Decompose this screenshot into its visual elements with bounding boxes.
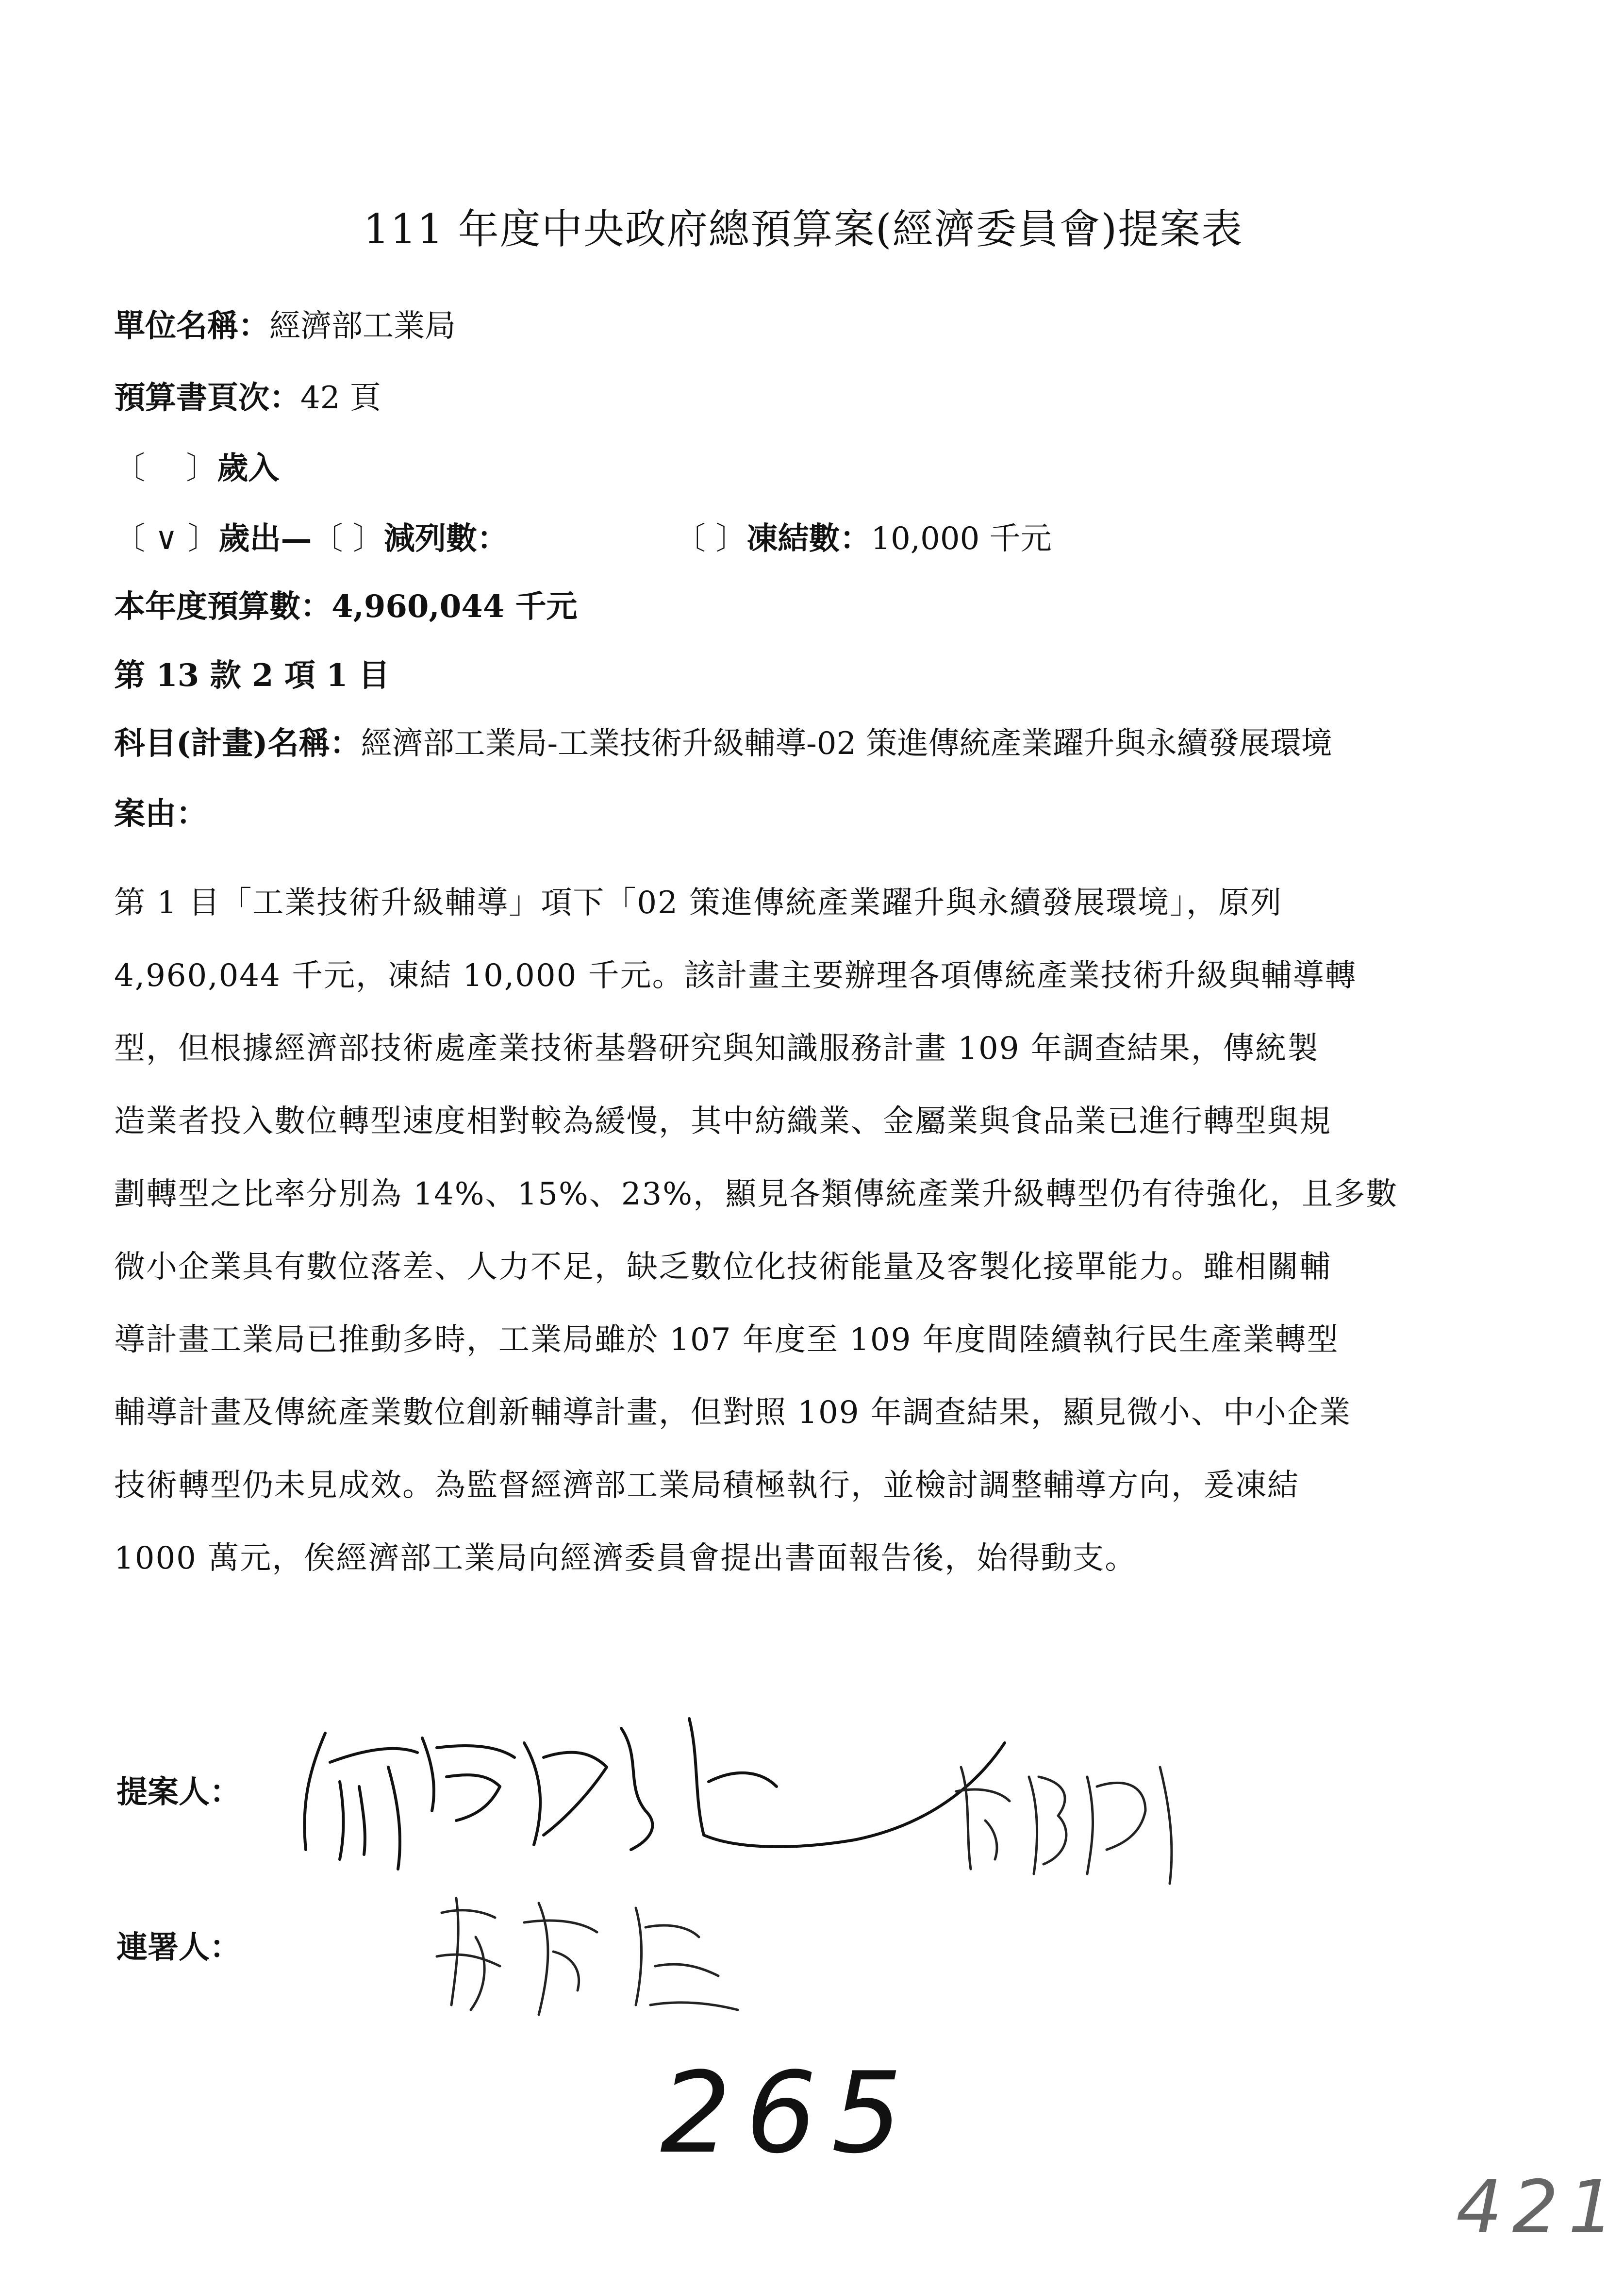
- unit-row: [114, 308, 456, 344]
- reason-line: 第 1 目「工業技術升級輔導」項下「02 策進傳統產業躍升與永續發展環境」，原列: [114, 885, 1283, 921]
- reason-label: 案由：: [114, 796, 207, 832]
- reason-line: 微小企業具有數位落差、人力不足，缺乏數位化技術能量及客製化接單能力。雖相關輔: [114, 1249, 1331, 1285]
- revenue-checkbox: 〔 〕: [114, 451, 217, 486]
- unit-value: 經濟部工業局: [269, 308, 456, 344]
- unit-label: 單位名稱：: [114, 308, 269, 344]
- subject-row: [114, 725, 1332, 762]
- freeze-value: 10,000 千元: [871, 521, 1052, 557]
- proposer-signature: [272, 1689, 1029, 1884]
- freeze-label: 凍結數：: [746, 520, 871, 557]
- reason-line: 導計畫工業局已推動多時，工業局雖於 107 年度至 109 年度間陸續執行民生產業轉型: [114, 1322, 1339, 1358]
- page-ref-label: 預算書頁次：: [114, 380, 300, 416]
- freeze-group: [675, 520, 1052, 557]
- item-row: 第 13 款 2 項 1 目: [114, 657, 390, 694]
- reason-line: 型，但根據經濟部技術處產業技術基磐研究與知識服務計畫 109 年調查結果，傳統製: [114, 1031, 1319, 1067]
- corner-page-number: 421: [1456, 2165, 1624, 2250]
- expenditure-row: [114, 520, 508, 557]
- budget-value: 4,960,044 千元: [331, 588, 578, 625]
- reason-line: 4,960,044 千元，凍結 10,000 千元。該計畫主要辦理各項傳統產業技術升級與輔導轉: [114, 958, 1357, 994]
- revenue-label: 歲入: [217, 450, 280, 486]
- page-title: 111 年度中央政府總預算案(經濟委員會)提案表: [363, 205, 1243, 253]
- reason-paragraph: [114, 867, 1536, 1595]
- reason-line: 技術轉型仍未見成效。為監督經濟部工業局積極執行，並檢討調整輔導方向，爰凍結: [114, 1468, 1299, 1504]
- reason-line: 1000 萬元，俟經濟部工業局向經濟委員會提出書面報告後，始得動支。: [114, 1540, 1137, 1576]
- cosigner-signature-2: [427, 1884, 747, 2029]
- reduce-label: 減列數：: [383, 520, 508, 557]
- expenditure-label: 歲出—: [218, 520, 312, 557]
- revenue-row: [114, 450, 280, 486]
- freeze-checkbox: 〔 〕: [675, 521, 747, 557]
- cosigner-signature-1: [942, 1748, 1213, 1893]
- reduce-checkbox: 〔 〕: [312, 521, 384, 557]
- reason-line: 輔導計畫及傳統產業數位創新輔導計畫，但對照 109 年調查結果，顯見微小、中小企業: [114, 1395, 1351, 1431]
- budget-label: 本年度預算數：: [114, 588, 331, 625]
- expenditure-checkbox: 〔 ∨ 〕: [114, 521, 219, 557]
- subject-label: 科目(計畫)名稱：: [114, 725, 361, 762]
- page-ref-row: [114, 380, 381, 416]
- reason-line: 劃轉型之比率分別為 14%、15%、23%，顯見各類傳統產業升級轉型仍有待強化，且多數: [114, 1176, 1398, 1212]
- proposer-label: 提案人：: [116, 1774, 241, 1810]
- cosigner-label: 連署人：: [116, 1929, 241, 1966]
- budget-row: [114, 588, 578, 625]
- handwritten-page-number: 265: [660, 2049, 917, 2178]
- subject-value: 經濟部工業局-工業技術升級輔導-02 策進傳統產業躍升與永續發展環境: [361, 726, 1332, 762]
- reason-line: 造業者投入數位轉型速度相對較為緩慢，其中紡織業、金屬業與食品業已進行轉型與規: [114, 1103, 1331, 1139]
- page-ref-value: 42 頁: [300, 380, 381, 416]
